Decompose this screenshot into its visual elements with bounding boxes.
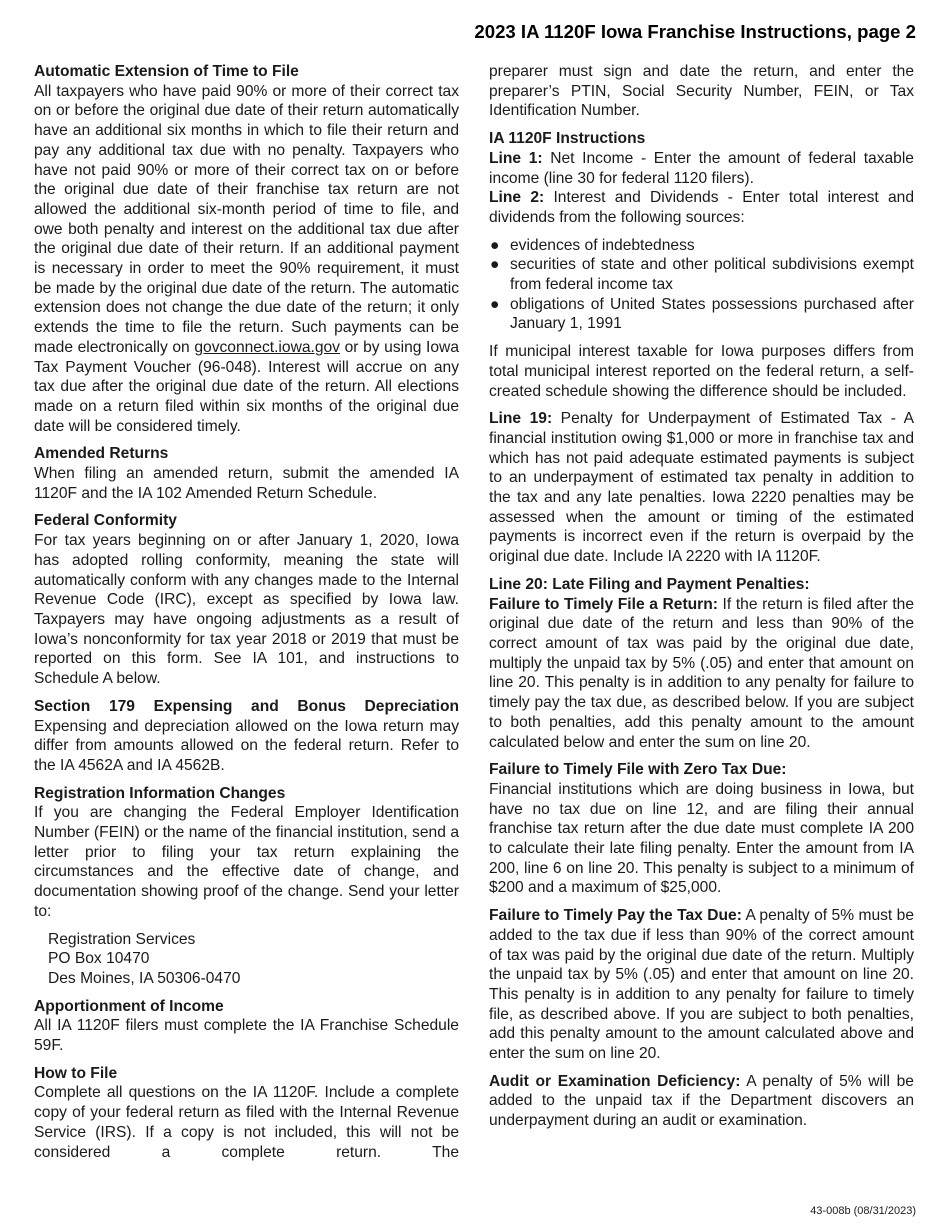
line-1-label: Line 1: bbox=[489, 149, 543, 167]
page-title: 2023 IA 1120F Iowa Franchise Instructions, page 2 bbox=[474, 21, 916, 42]
registration-changes-heading: Registration Information Changes bbox=[34, 784, 286, 802]
failure-to-file-text: If the return is filed after the original due date of the return and less than 90% of the correct amount of tax was paid by the original due date, multiply the unpaid tax by 5% (.05) and enter that amount on line 20. This penalty is in addition to any penalty for failure to timely pay the tax due, as described below. If you are subject to both penalties, add this penalty amount to the amount calculated below and enter the sum on line 20. bbox=[489, 595, 914, 751]
audit-deficiency-paragraph bbox=[489, 1072, 914, 1131]
line-1-instruction bbox=[489, 149, 914, 188]
ia1120f-instructions-section bbox=[489, 129, 914, 401]
amended-returns-section bbox=[34, 444, 459, 503]
audit-deficiency-label: Audit or Examination Deficiency: bbox=[489, 1072, 741, 1090]
failure-to-pay-text: A penalty of 5% must be added to the tax due if less than 90% of the correct amount of tax was paid by the original due date of the return. Multiply the unpaid tax by 5% (.05) and enter that amount on line 20. This penalty is in addition to any penalty for failure to timely file, as described above. If you are subject to both penalties, add this penalty amount to the amount calculated above and enter the sum on line 20. bbox=[489, 907, 915, 1063]
registration-changes-section bbox=[34, 784, 459, 989]
federal-conformity-section bbox=[34, 511, 459, 688]
address-line: Registration Services bbox=[48, 930, 196, 948]
right-column bbox=[489, 62, 914, 1139]
line-2-text: Interest and Dividends - Enter total interest and dividends from the following sources: bbox=[489, 189, 914, 226]
list-item-text: evidences of indebtedness bbox=[510, 236, 695, 254]
federal-conformity-heading: Federal Conformity bbox=[34, 512, 177, 530]
preparer-continued bbox=[489, 62, 914, 121]
bullet-icon: ● bbox=[490, 256, 500, 274]
mailing-address bbox=[48, 930, 459, 989]
list-item bbox=[489, 236, 914, 256]
municipal-interest-text: If municipal interest taxable for Iowa purposes differs from total municipal interest reported on the federal return, a self-created schedule showing the difference should be included. bbox=[489, 343, 914, 400]
failure-to-file-label: Failure to Timely File a Return: bbox=[489, 595, 718, 613]
section-179-heading: Section 179 Expensing and Bonus Depreciation bbox=[34, 697, 459, 715]
registration-changes-body: If you are changing the Federal Employer Identification Number (FEIN) or the name of the financial institution, send a letter prior to filing your tax return explaining the circumstances and the effective date of change, and documentation showing proof of the change. Send your letter to: bbox=[34, 804, 459, 920]
apportionment-section bbox=[34, 997, 459, 1056]
govconnect-link[interactable]: govconnect.iowa.gov bbox=[194, 338, 340, 356]
automatic-extension-section bbox=[34, 62, 459, 436]
line-2-label: Line 2: bbox=[489, 189, 545, 207]
zero-tax-due-section bbox=[489, 760, 914, 898]
audit-deficiency-text: A penalty of 5% will be added to the unpaid tax if the Department discovers an underpayment during an audit or examination. bbox=[489, 1072, 914, 1130]
interest-sources-list bbox=[489, 236, 914, 335]
automatic-extension-text: All taxpayers who have paid 90% or more of their correct tax on or before the original due date of their return automatically have an additional six months in which to file their return and pay any additional tax due with no penalty. Taxpayers who have not paid 90% or more of their correct tax on or before the original due date of their franchise tax return are not allowed the additional six-month period of time to file, and owe both penalty and interest on the additional tax due after the original due date of their return. If an additional payment is necessary in order to meet the 90% requirement, it must be made by the original due date of the return. The automatic extension does not change the due date of the return; it only extends the time to file the return. Such payments can be made electronically on bbox=[34, 82, 459, 356]
apportionment-body: All IA 1120F filers must complete the IA Franchise Schedule 59F. bbox=[34, 1017, 459, 1055]
list-item bbox=[489, 255, 914, 294]
line-19-label: Line 19: bbox=[489, 410, 553, 428]
section-179-section bbox=[34, 697, 459, 776]
line-19-section bbox=[489, 409, 914, 567]
zero-tax-due-heading: Failure to Timely File with Zero Tax Due: bbox=[489, 761, 787, 779]
ia1120f-instructions-heading: IA 1120F Instructions bbox=[489, 130, 646, 148]
audit-deficiency-section bbox=[489, 1072, 914, 1131]
list-item-text: securities of state and other political subdivisions exempt from federal income tax bbox=[510, 256, 914, 294]
bullet-icon: ● bbox=[490, 236, 500, 254]
line-19-instruction bbox=[489, 409, 914, 567]
how-to-file-section bbox=[34, 1064, 459, 1163]
zero-tax-due-text: Financial institutions which are doing business in Iowa, but have no tax due on line 12, and are filing their annual franchise tax return after the due date must complete IA 200 to calculate their late filing penalty. Enter the amount from IA 200, line 6 on line 20. This penalty is subject to a minimum of $200 and a maximum of $25,000. bbox=[489, 780, 914, 897]
failure-to-pay-label: Failure to Timely Pay the Tax Due: bbox=[489, 907, 742, 925]
bullet-icon: ● bbox=[490, 295, 500, 313]
federal-conformity-body: For tax years beginning on or after January 1, 2020, Iowa has adopted rolling conformity, meaning the state will automatically conform with any changes made to the Internal Revenue Code (IRC), except as specified by Iowa law. Taxpayers may have ongoing adjustments as a result of Iowa’s nonconformity for tax year 2018 or 2019 that must be reported on this form. See IA 101, and instructions to Schedule A below. bbox=[34, 532, 459, 688]
automatic-extension-body bbox=[34, 82, 459, 437]
line-2-instruction bbox=[489, 188, 914, 227]
address-line: PO Box 10470 bbox=[48, 950, 150, 968]
failure-to-pay-section bbox=[489, 906, 914, 1064]
section-179-body: Expensing and depreciation allowed on the Iowa return may differ from amounts allowed on the federal return. Refer to the IA 4562A and IA 4562B. bbox=[34, 717, 459, 774]
failure-to-file-paragraph bbox=[489, 595, 914, 753]
list-item bbox=[489, 295, 914, 334]
how-to-file-body: Complete all questions on the IA 1120F. Include a complete copy of your federal return as filed with the Internal Revenue Service (IRS). If a copy is not included, this will not be considered a complete return. The bbox=[34, 1084, 459, 1161]
preparer-text: preparer must sign and date the return, and enter the preparer’s PTIN, Social Security Number, FEIN, or Tax Identification Number. bbox=[489, 63, 914, 120]
line-1-text: Net Income - Enter the amount of federal taxable income (line 30 for federal 1120 filers). bbox=[489, 149, 914, 187]
amended-returns-body: When filing an amended return, submit the amended IA 1120F and the IA 102 Amended Return Schedule. bbox=[34, 465, 459, 502]
line-19-text: Penalty for Underpayment of Estimated Tax - A financial institution owing $1,000 or more in franchise tax and which has not paid adequate estimated payments is subject to an underpayment of estimated tax penalty in addition to the tax and any late penalties. Iowa 2220 penalties may be assessed when the amount or timing of the estimated payments is incorrect even if the return is overpaid by the original due date. Include IA 2220 with IA 1120F. bbox=[489, 410, 914, 566]
address-line: Des Moines, IA 50306-0470 bbox=[48, 969, 241, 987]
line-20-section bbox=[489, 575, 914, 752]
amended-returns-heading: Amended Returns bbox=[34, 445, 169, 463]
left-column bbox=[34, 62, 459, 1170]
how-to-file-heading: How to File bbox=[34, 1064, 118, 1082]
apportionment-heading: Apportionment of Income bbox=[34, 997, 224, 1015]
failure-to-pay-paragraph bbox=[489, 906, 914, 1064]
automatic-extension-heading: Automatic Extension of Time to File bbox=[34, 63, 299, 80]
list-item-text: obligations of United States possessions purchased after January 1, 1991 bbox=[510, 295, 914, 333]
form-code: 43-008b (08/31/2023) bbox=[810, 1205, 916, 1217]
automatic-extension-text-cont: or by using Iowa Tax Payment Voucher (96-048). Interest will accrue on any tax due after the original due date of the return. All elections made on a return filed within six months of the original due date will be considered timely. bbox=[34, 338, 459, 435]
line-20-heading: Line 20: Late Filing and Payment Penalties: bbox=[489, 575, 810, 593]
